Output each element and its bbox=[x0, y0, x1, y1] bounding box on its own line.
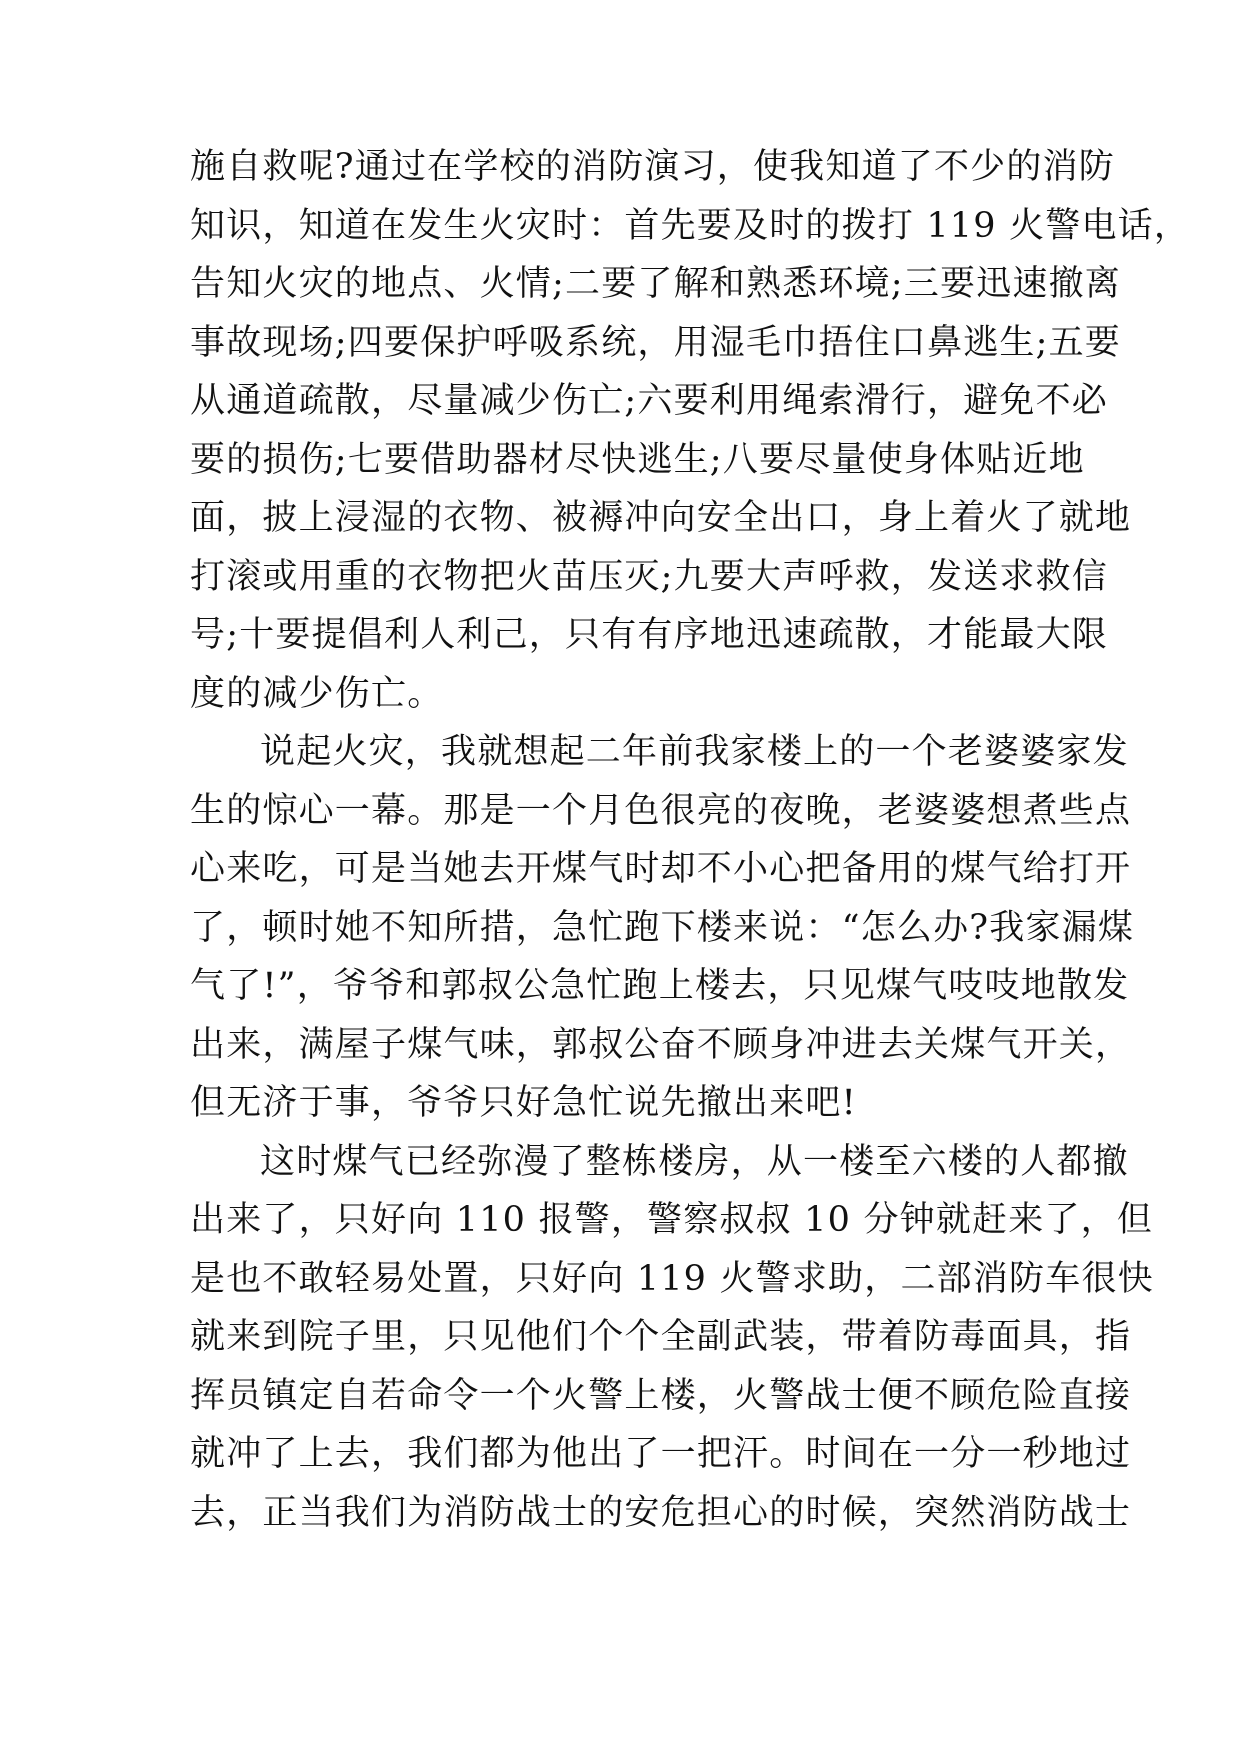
text-line: 度的减少伤亡。 bbox=[190, 673, 444, 714]
text-line: 施自救呢?通过在学校的消防演习，使我知道了不少的消防 bbox=[190, 147, 1115, 187]
document-body bbox=[190, 138, 1191, 1542]
text-line: 出来，满屋子煤气味，郭叔公奋不顾身冲进去关煤气开关， bbox=[190, 1024, 1132, 1065]
text-line: 要的损伤;七要借助器材尽快逃生;八要尽量使身体贴近地 bbox=[190, 439, 1085, 480]
paragraph-1 bbox=[190, 138, 1191, 723]
text-line: 挥员镇定自若命令一个火警上楼，火警战士便不顾危险直接 bbox=[190, 1375, 1132, 1416]
paragraph-3 bbox=[190, 1133, 1154, 1543]
text-line: 告知火灾的地点、火情;二要了解和熟悉环境;三要迅速撤离 bbox=[190, 264, 1121, 304]
text-line: 知识，知道在发生火灾时：首先要及时的拨打 119 火警电话， bbox=[190, 205, 1191, 246]
text-line: 是也不敢轻易处置，只好向 119 火警求助，二部消防车很快 bbox=[190, 1258, 1154, 1299]
text-line: 气了!”，爷爷和郭叔公急忙跑上楼去，只见煤气吱吱地散发 bbox=[190, 966, 1130, 1006]
text-line: 号;十要提倡利人利己，只有有序地迅速疏散，才能最大限 bbox=[190, 615, 1108, 655]
text-line: 面，披上浸湿的衣物、被褥冲向安全出口，身上着火了就地 bbox=[190, 498, 1132, 538]
text-line: 事故现场;四要保护呼吸系统，用湿毛巾捂住口鼻逃生;五要 bbox=[190, 322, 1121, 363]
text-line: 这时煤气已经弥漫了整栋楼房，从一楼至六楼的人都撤 bbox=[260, 1141, 1129, 1182]
text-line: 心来吃，可是当她去开煤气时却不小心把备用的煤气给打开 bbox=[190, 849, 1132, 889]
paragraph-2 bbox=[190, 723, 1135, 1133]
text-line: 就冲了上去，我们都为他出了一把汗。时间在一分一秒地过 bbox=[190, 1434, 1132, 1474]
text-line: 说起火灾，我就想起二年前我家楼上的一个老婆婆家发 bbox=[260, 732, 1129, 772]
text-line: 出来了，只好向 110 报警，警察叔叔 10 分钟就赶来了，但 bbox=[190, 1200, 1154, 1240]
text-line: 但无济于事，爷爷只好急忙说先撤出来吧! bbox=[190, 1083, 857, 1123]
text-line: 生的惊心一幕。那是一个月色很亮的夜晚，老婆婆想煮些点 bbox=[190, 790, 1132, 831]
text-line: 打滚或用重的衣物把火苗压灭;九要大声呼救，发送求救信 bbox=[190, 556, 1108, 597]
text-line: 去，正当我们为消防战士的安危担心的时候，突然消防战士 bbox=[190, 1492, 1132, 1533]
text-line: 从通道疏散，尽量减少伤亡;六要利用绳索滑行，避免不必 bbox=[190, 381, 1108, 421]
text-line: 就来到院子里，只见他们个个全副武装，带着防毒面具，指 bbox=[190, 1317, 1132, 1357]
text-line: 了，顿时她不知所措，急忙跑下楼来说：“怎么办?我家漏煤 bbox=[190, 907, 1135, 948]
